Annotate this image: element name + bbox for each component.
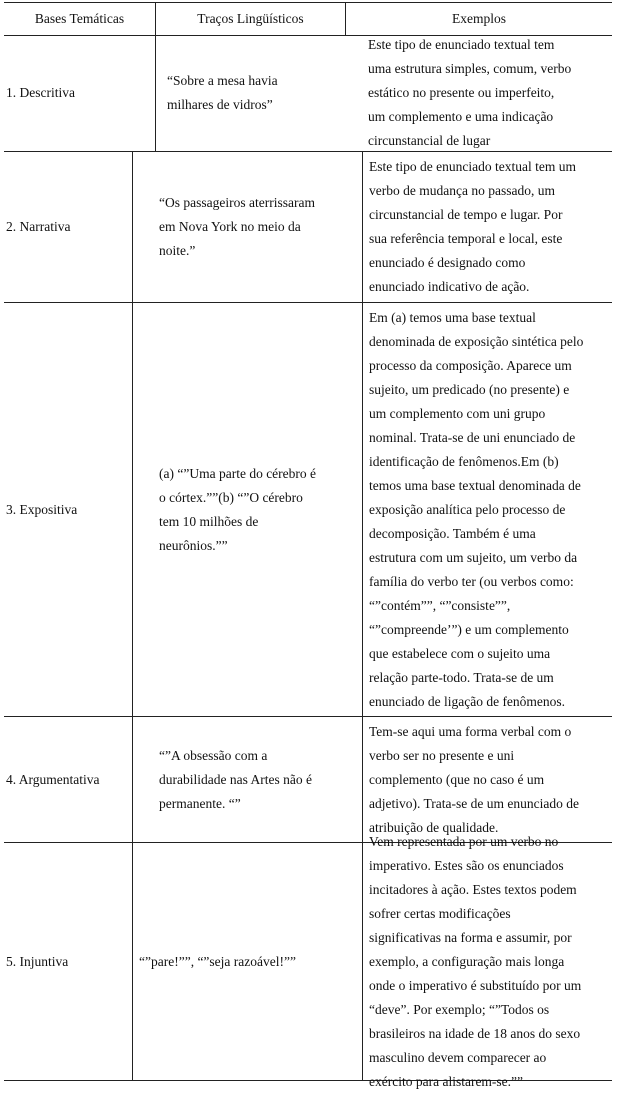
table-row	[4, 35, 612, 152]
traco-cell: “”pare!””, “”seja razoável!””	[132, 843, 362, 1080]
header-exemplos: Exemplos	[345, 3, 612, 35]
traco-cell: “Os passageiros aterrissaram em Nova York no meio da noite.”	[132, 152, 362, 302]
base-cell: 4. Argumentativa	[6, 771, 100, 787]
exemplo-cell: Em (a) temos uma base textual denominada de exposição sintética pelo processo da composição. Aparece um sujeito, um predicado (no presente) e um complemento com uni grupo nominal. Trata-se de uni enunciado de identificação de fenômenos.Em (b) temos uma base textual denominada de exposição analítica pelo processo de decomposição. Também é uma estrutura com um sujeito, um verbo da família do verbo ter (ou verbos como: “”contém””, “”consiste””, “”compreende’”) e um complemento que estabelece com o sujeito uma relação parte-todo. Trata-se de um enunciado de ligação de fenômenos.	[362, 303, 612, 716]
table-header	[4, 2, 612, 36]
traco-cell: “Sobre a mesa havia milhares de vidros”	[155, 35, 345, 151]
base-cell: 3. Expositiva	[6, 501, 78, 517]
exemplo-cell: Este tipo de enunciado textual tem uma estrutura simples, comum, verbo estático no presente ou imperfeito, um complemento e uma indicação circunstancial de lugar	[368, 37, 572, 148]
header-bases: Bases Temáticas	[34, 11, 125, 26]
header-tracos: Traços Lingüísticos	[155, 3, 345, 35]
traco-cell: (a) “”Uma parte do cérebro é o córtex.””(b) “”O cérebro tem 10 milhões de neurônios.””	[132, 303, 362, 716]
table-row	[4, 833, 612, 1089]
base-cell: 5. Injuntiva	[6, 953, 69, 969]
exemplo-cell: Vem representada por um verbo no imperativo. Estes são os enunciados incitadores à ação. Estes textos podem sofrer certas modificações significativas na forma e assumir, por exemplo, a configuração mais longa onde o imperativo é substituído por um “deve”. Por exemplo; “”Todos os brasileiros na idade de 18 anos do sexo masculino devem comparecer ao exército para alistarem-se.””	[362, 843, 612, 1080]
table-row	[4, 717, 612, 843]
traco-cell: “”A obsessão com a durabilidade nas Artes não é permanente. “”	[132, 717, 362, 842]
exemplo-cell: Tem-se aqui uma forma verbal com o verbo ser no presente e uni complemento (que no caso é um adjetivo). Trata-se de um enunciado de atribuição de qualidade.	[362, 717, 612, 842]
base-cell: 1. Descritiva	[6, 85, 75, 100]
base-cell: 2. Narrativa	[6, 219, 71, 234]
exemplo-cell: Este tipo de enunciado textual tem um verbo de mudança no passado, um circunstancial de tempo e lugar. Por sua referência temporal e local, este enunciado é designado como enunciado indicativo de ação.	[362, 152, 612, 302]
table-row	[4, 303, 612, 717]
table-row	[4, 152, 612, 303]
